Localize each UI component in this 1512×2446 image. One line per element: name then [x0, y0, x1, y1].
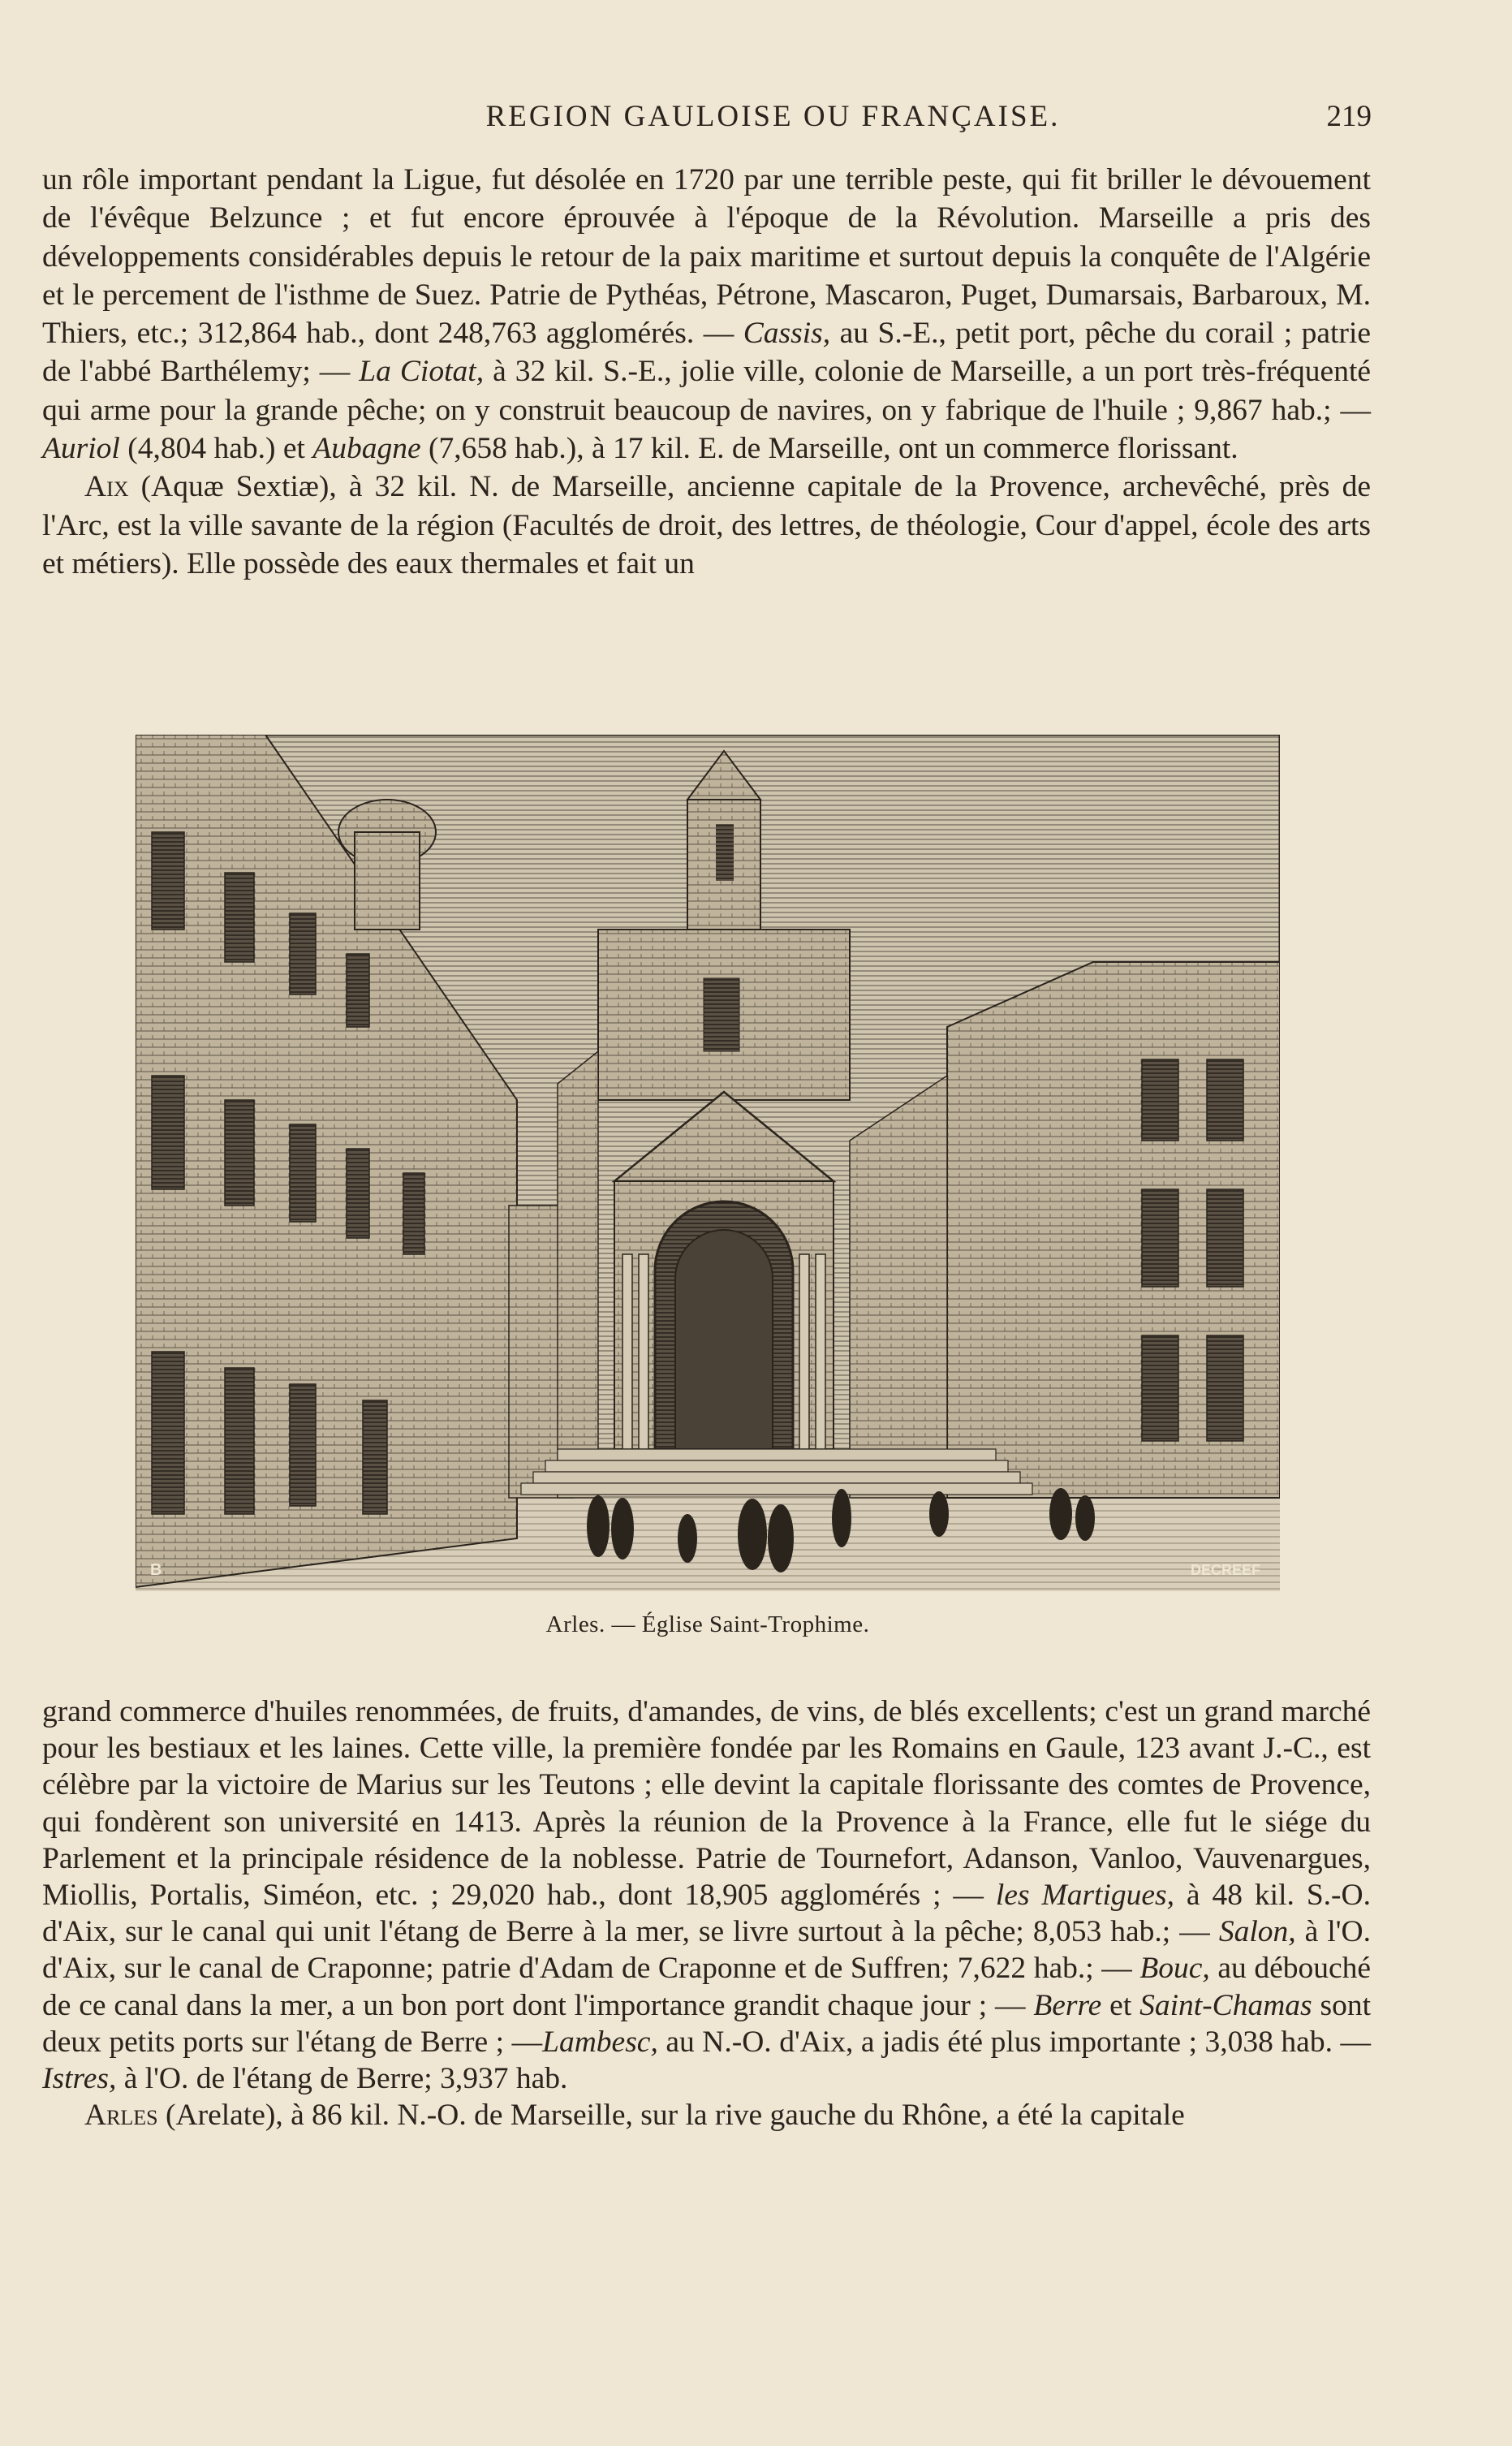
- place-name: Bouc,: [1139, 1952, 1210, 1986]
- place-name: Auriol: [42, 432, 120, 466]
- paragraph-aix: [42, 468, 1371, 583]
- text-run: à l'O. de l'étang de Berre; 3,937 hab.: [116, 2062, 568, 2096]
- text-run: au débouché de ce canal dans la mer, a un bon port dont l'importance grandit chaque jour ; —: [42, 1952, 1372, 2022]
- text-run: à 48 kil. S.-O. d'Aix, sur le canal qui unit l'étang de Berre à la mer, se livre surtout à la pêche; 8,053 hab.; —: [42, 1879, 1371, 1949]
- place-name-smallcaps: Arles: [84, 2099, 158, 2133]
- text-run: (4,804 hab.) et: [119, 432, 313, 466]
- text-run: à 32 kil. S.-E., jolie ville, colonie de Marseille, a un port très-fréquenté qui arme pour la grande pêche; on y construit beaucoup de navires, on y fabrique de l'huile ; 9,867 hab.; —: [42, 355, 1372, 427]
- text-run: grand commerce d'huiles renommées, de fruits, d'amandes, de vins, de blés excellents; c'est un grand marché pour les bestiaux et les laines. Cette ville, la première fondée par les Romains en Gaule, 123 avant J.-C., est célèbre par la victoire de Marius sur les Teutons ; elle devint la capitale florissante des comtes de Provence, qui fondèrent son université en 1413. Après la réunion de la Provence à la France, elle fut le siége du Parlement et la principale résidence de la noblesse. Patrie de Tournefort, Adanson, Vanloo, Vauvenargues, Miollis, Portalis, Siméon, etc. ; 29,020 hab., dont 18,905 agglomérés ; —: [42, 1695, 1371, 1913]
- paragraph-arles: [42, 2097, 1371, 2133]
- text-run: au N.-O. d'Aix, a jadis été plus importante ; 3,038 hab. —: [657, 2025, 1371, 2059]
- text-run: au S.-E., petit port, pêche du corail ; patrie de l'abbé Barthélemy; —: [42, 317, 1372, 389]
- place-name: Salon,: [1218, 1915, 1296, 1949]
- page-number: 219: [1326, 100, 1372, 133]
- running-head: [174, 96, 1372, 136]
- text-run: (7,658 hab.), à 17 kil. E. de Marseille, ont un commerce florissant.: [420, 432, 1238, 466]
- place-name: Berre: [1033, 1988, 1102, 2022]
- place-name: Istres,: [42, 2062, 117, 2096]
- text-run: et: [1101, 1988, 1140, 2022]
- figure-caption: Arles. — Église Saint-Trophime.: [545, 1611, 870, 1637]
- paragraph-marseille: [42, 161, 1371, 468]
- place-name: Aubagne: [312, 432, 421, 466]
- place-name: Lambesc,: [542, 2025, 658, 2059]
- place-name-smallcaps: Aix: [84, 470, 129, 504]
- place-name: Saint-Chamas: [1139, 1988, 1312, 2022]
- engraving-illustration: [136, 735, 1280, 1591]
- top-text-block: [42, 161, 1371, 583]
- engraving-saint-trophime: [136, 735, 1280, 1591]
- text-run: (Arelate), à 86 kil. N.-O. de Marseille, sur la rive gauche du Rhône, a été la capitale: [157, 2099, 1185, 2133]
- place-name: Cassis,: [743, 317, 831, 351]
- running-title: REGION GAULOISE OU FRANÇAISE.: [485, 100, 1061, 133]
- paragraph-aix-continued: [42, 1693, 1371, 2097]
- text-run: à l'O. d'Aix, sur le canal de Craponne; patrie d'Adam de Craponne et de Suffren; 7,622 hab.; —: [42, 1915, 1371, 1986]
- text-run: sont deux petits ports sur l'étang de Berre ; —: [42, 1988, 1371, 2059]
- place-name: les Martigues,: [995, 1879, 1174, 1913]
- engraver-signature-right: DECREEF: [1191, 1562, 1261, 1578]
- text-run: un rôle important pendant la Ligue, fut désolée en 1720 par une terrible peste, qui fit briller le dévouement de l'évêque Belzunce ; et fut encore éprouvée à l'époque de la Révolution. Marseille a pris des développements considérables depuis le retour de la paix maritime et surtout depuis la conquête de l'Algérie et le percement de l'isthme de Suez. Patrie de Pythéas, Pétrone, Mascaron, Puget, Dumarsais, Barbaroux, M. Thiers, etc.; 312,864 hab., dont 248,763 agglomérés. —: [42, 163, 1371, 351]
- bottom-text-block: [42, 1693, 1371, 2133]
- place-name: La Ciotat,: [359, 355, 485, 389]
- engraver-signature-left: B: [150, 1561, 162, 1579]
- text-run: (Aquæ Sextiæ), à 32 kil. N. de Marseille, ancienne capitale de la Provence, archevêché, près de l'Arc, est la ville savante de la région (Facultés de droit, des lettres, de théologie, Cour d'appel, école des arts et métiers). Elle possède des eaux thermales et fait un: [42, 470, 1371, 580]
